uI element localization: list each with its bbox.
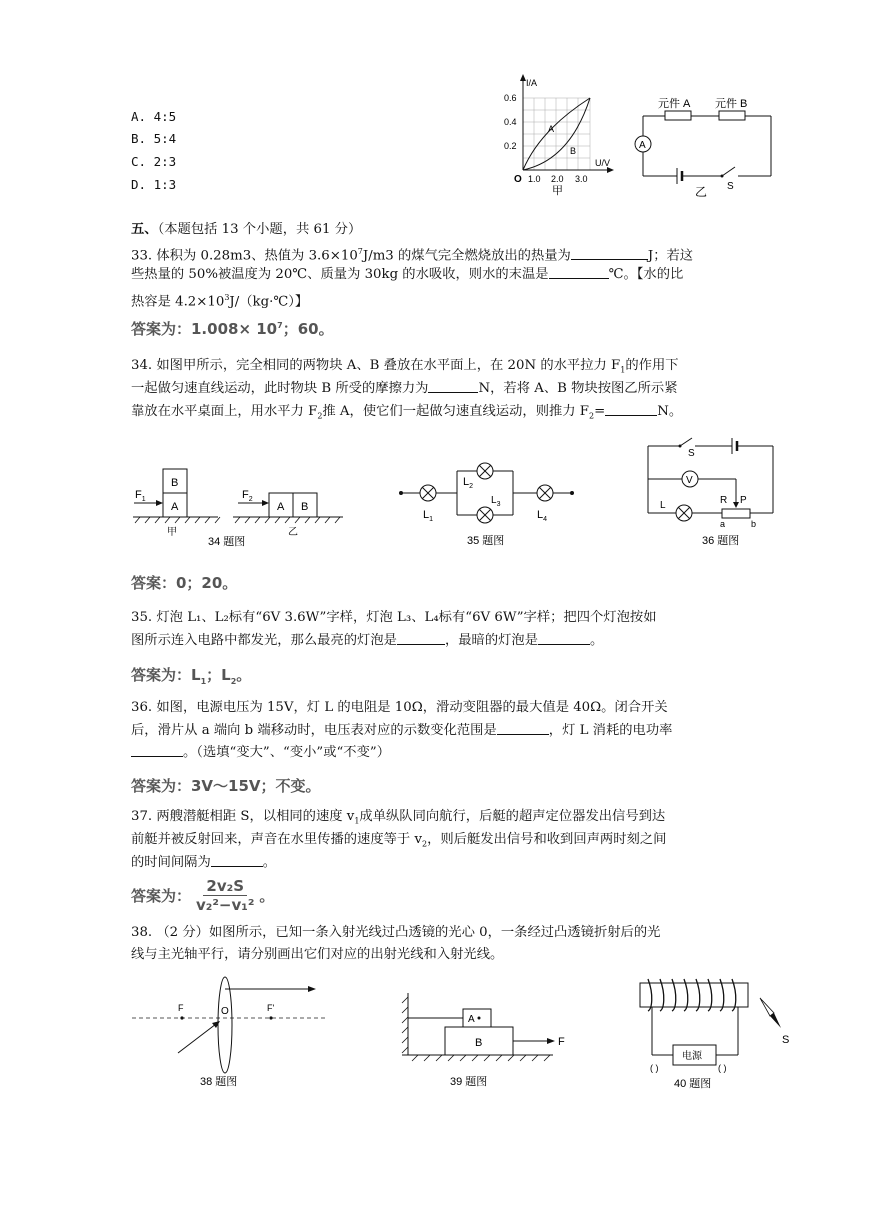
figure-caption: 34 题图 xyxy=(208,536,246,548)
q33-line3: 热容是 $4.2\times 10^3J/(kg\cdot℃)$】 xyxy=(131,293,309,310)
yi-label: 乙 xyxy=(288,527,298,538)
q37-line1: 37. 两艘潜艇相距 S，以相同的速度 $v_1$成单纵队同向航行，后艇的超声定位器发出信号到达 xyxy=(131,809,666,826)
q36-answer: 答案为：3V～15V；不变。 xyxy=(131,777,321,795)
figure-caption: 39 题图 xyxy=(450,1076,488,1088)
block-b-label: B xyxy=(475,1037,483,1049)
slider-p-label: P xyxy=(740,495,747,506)
l1-label: $L_1$ xyxy=(423,509,434,523)
end-a-label: a xyxy=(720,519,726,529)
y-axis-label: I/A xyxy=(526,78,538,88)
x-tick: 2.0 xyxy=(551,174,564,184)
section-header: 五、（本题包括 13 个小题，共 61 分） xyxy=(131,222,362,237)
circuit-yi-figure xyxy=(625,92,775,197)
force-f-label: F xyxy=(558,1036,565,1048)
force-f1-label: $F_1$ xyxy=(135,489,146,503)
lamp-l2 xyxy=(477,463,493,479)
polarity-right-blank: ( ) xyxy=(718,1063,727,1073)
option-d: D. 1:3 xyxy=(131,177,177,192)
ammeter-label: A xyxy=(639,140,646,151)
element-b-label: 元件 B xyxy=(715,98,748,110)
voltmeter-label: V xyxy=(686,475,693,486)
q33-line2: 些热量的 50%被温度为 20℃、质量为 30kg 的水吸收，则水的末温是 ℃。【水的比 xyxy=(131,267,684,282)
switch-label: S xyxy=(727,181,734,192)
compass-needle-icon xyxy=(760,998,781,1028)
q37-line2: 前艇并被反射回来，声音在水里传播的速度等于 $v_2$，则后艇发出信号和收到回声两时刻之间 xyxy=(131,832,667,849)
y-tick: 0.2 xyxy=(504,141,517,151)
q34-line2: 一起做匀速直线运动，此时物块 B 所受的摩擦力为 N，若将 A、B 物块按图乙所示紧 xyxy=(131,381,678,396)
polarity-left-blank: ( ) xyxy=(650,1063,659,1073)
q36-line1: 36. 如图，电源电压为 15V，灯 L 的电阻是 10Ω，滑动变阻器的最大值是 40Ω。闭合开关 xyxy=(131,700,668,715)
fig38-figure xyxy=(130,975,330,1095)
option-a: A. 4:5 xyxy=(131,109,177,124)
fig40-figure xyxy=(630,975,800,1095)
q36-line2: 后，滑片从 a 端向 b 端移动时，电压表对应的示数变化范围是 ，灯 L 消耗的电功率 xyxy=(131,723,673,738)
figure-caption: 36 题图 xyxy=(702,535,740,547)
l3-label: $L_3$ xyxy=(491,495,501,508)
x-tick: 1.0 xyxy=(528,174,541,184)
jia-label: 甲 xyxy=(167,527,177,538)
block-b-label: B xyxy=(171,477,179,489)
figure-caption: 38 题图 xyxy=(200,1076,238,1088)
block-a-label: A xyxy=(171,501,179,513)
option-c: C. 2:3 xyxy=(131,154,177,169)
figure-caption: 乙 xyxy=(695,185,708,197)
q34-line1: 34. 如图甲所示，完全相同的两物块 A、B 叠放在水平面上，在 20N 的水平拉力 $F_1$的作用下 xyxy=(131,358,679,375)
focus-f-label: F xyxy=(178,1003,184,1013)
q36-line3: 。（选填“变大”、“变小”或“不变”） xyxy=(131,742,390,764)
figure-caption: 40 题图 xyxy=(674,1078,712,1090)
l2-label: $L_2$ xyxy=(463,476,474,490)
curve-a-label: A xyxy=(548,124,555,134)
q35-answer: 答案为：$L_1$；$L_2$。 xyxy=(131,666,252,686)
force-f2-label: $F_2$ xyxy=(242,489,253,503)
lamp-l4 xyxy=(537,485,553,501)
q33-answer: 答案为：$1.008\times 10^7$；60。 xyxy=(131,320,334,338)
q33-line1: 33. 体积为 0.28m3、热值为 $3.6\times 10^7J/m3$ 的煤气完全燃烧放出的热量为 J；若这 xyxy=(131,247,694,264)
fraction xyxy=(193,877,257,914)
origin-label: O xyxy=(514,174,522,185)
lamp-l1 xyxy=(420,485,436,501)
element-a-label: 元件 A xyxy=(658,98,691,110)
rheostat-r-label: R xyxy=(720,495,728,506)
x-tick: 3.0 xyxy=(575,174,588,184)
focus-f2-label: F' xyxy=(267,1003,275,1013)
block-a2-label: A xyxy=(277,501,285,513)
option-b: B. 5:4 xyxy=(131,131,177,146)
fraction-denominator: v₂²−v₁² xyxy=(196,896,255,914)
lamp-l-label: L xyxy=(660,500,666,511)
lamp-l3 xyxy=(477,507,493,523)
q35-line2: 图所示连入电路中都发光，那么最亮的灯泡是 ，最暗的灯泡是 。 xyxy=(131,633,604,648)
end-b-label: b xyxy=(751,519,757,529)
fig34-figure xyxy=(128,465,350,550)
figure-caption: 35 题图 xyxy=(467,535,505,547)
q37-answer: 答案为： $\frac{\text{2v₂S}}{\text{v₂²−v₁²}}$ 。 xyxy=(131,877,275,914)
block-a-label: A xyxy=(468,1014,475,1025)
figure-caption: 甲 xyxy=(552,185,563,197)
curve-b-label: B xyxy=(570,146,577,156)
q35-line1: 35. 灯泡 L₁、L₂标有“6V 3.6W”字样，灯泡 L₃、L₄标有“6V 6W”字样；把四个灯泡按如 xyxy=(131,610,657,625)
q38-line2: 线与主光轴平行，请分别画出它们对应的出射光线和入射光线。 xyxy=(131,947,504,962)
power-source-label: 电源 xyxy=(682,1051,702,1062)
iu-graph-figure xyxy=(495,70,615,200)
fig39-figure xyxy=(398,985,578,1095)
q38-line1: 38. （2 分）如图所示，已知一条入射光线过凸透镜的光心 0，一条经过凸透镜折射后的光 xyxy=(131,925,661,940)
l4-label: $L_4$ xyxy=(537,509,548,523)
q37-line3: 的时间间隔为 。 xyxy=(131,855,277,870)
fraction-numerator: 2v₂S xyxy=(203,877,247,896)
compass-s-label: S xyxy=(782,1034,790,1046)
center-o-label: O xyxy=(221,1006,229,1017)
x-axis-label: U/V xyxy=(595,158,611,168)
fig35-figure xyxy=(395,455,585,550)
lamp-l xyxy=(676,505,692,521)
q34-line3: 靠放在水平桌面上，用水平力 $F_2$推 A，使它们一起做匀速直线运动，则推力 $F_2= N$。 xyxy=(131,404,683,421)
block-b2-label: B xyxy=(301,501,309,513)
q34-answer: 答案：0；20。 xyxy=(131,574,238,592)
y-tick: 0.6 xyxy=(504,93,517,103)
y-tick: 0.4 xyxy=(504,117,517,127)
switch-s-label: S xyxy=(688,448,695,459)
fig36-figure xyxy=(640,433,780,551)
